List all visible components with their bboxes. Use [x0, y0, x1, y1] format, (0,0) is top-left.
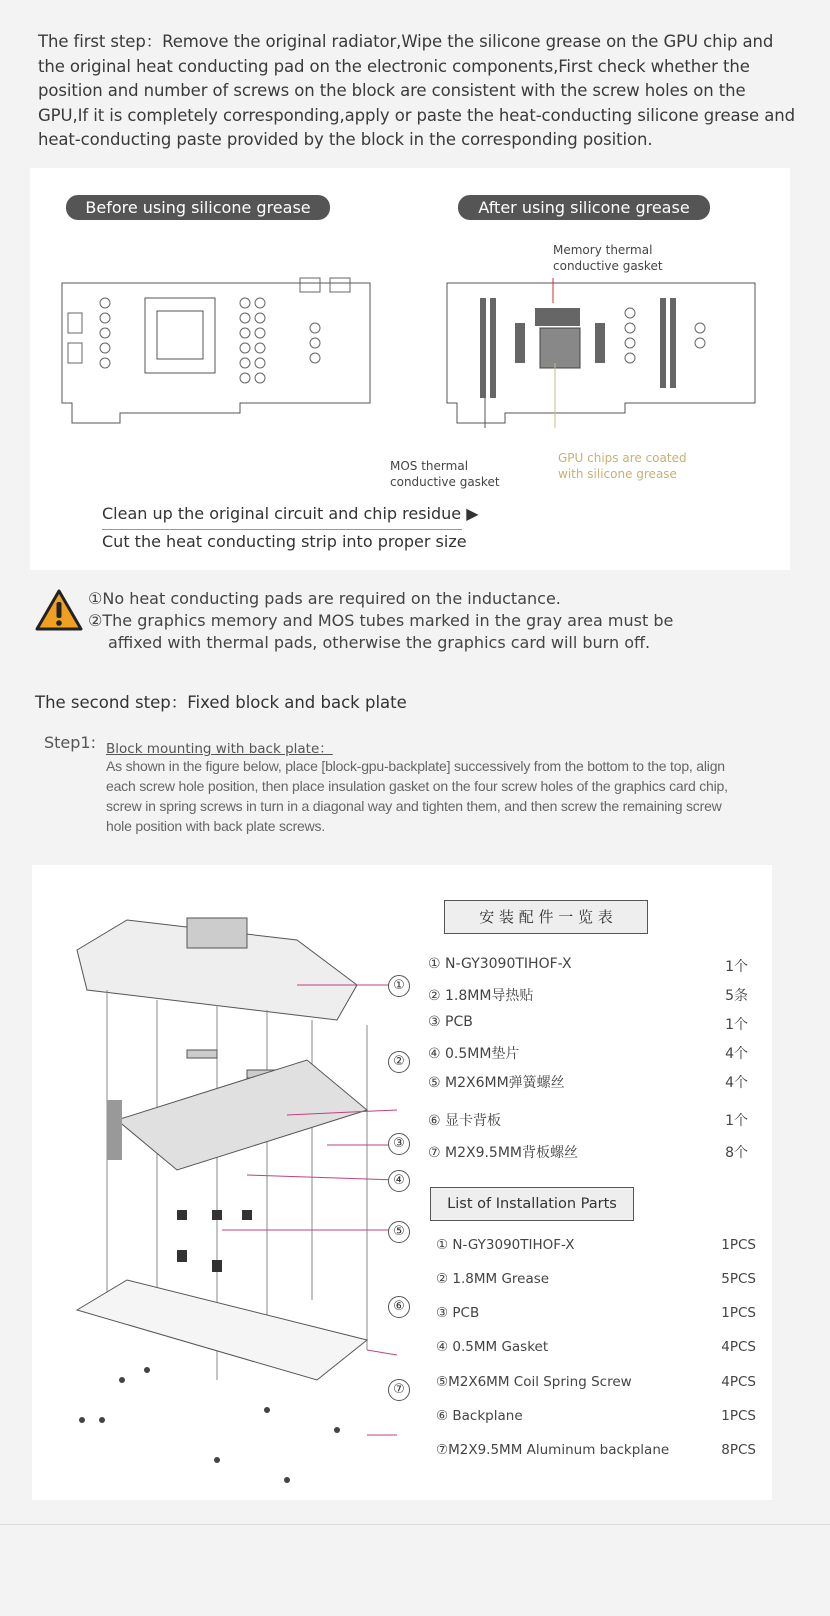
- play-arrow-icon: ▶: [466, 504, 479, 523]
- callout-6: ⑥: [388, 1296, 410, 1318]
- substep-label: Step1:: [44, 733, 96, 752]
- caption-clean-text: Clean up the original circuit and chip residue: [102, 504, 462, 523]
- callout-5: ⑤: [388, 1221, 410, 1243]
- step2-title: The second step：Fixed block and back plate: [35, 693, 407, 712]
- part-name: ② 1.8MM导热贴: [428, 988, 534, 1004]
- memory-gasket-label: Memory thermal conductive gasket: [553, 243, 663, 273]
- list-item: [436, 1408, 756, 1430]
- part-qty: 4PCS: [721, 1374, 756, 1390]
- after-label: After using silicone grease: [458, 195, 710, 220]
- part-qty: 8个: [725, 1145, 748, 1161]
- part-qty: 1PCS: [721, 1408, 756, 1424]
- part-name: ③ PCB: [436, 1305, 480, 1321]
- part-qty: 4个: [725, 1046, 748, 1062]
- warning-line-2: ②The graphics memory and MOS tubes marked in the gray area must be: [88, 611, 674, 630]
- list-item: [428, 1072, 748, 1094]
- part-name: ⑦M2X9.5MM Aluminum backplane: [436, 1442, 670, 1458]
- part-name: ④ 0.5MM Gasket: [436, 1339, 549, 1355]
- part-name: ⑥ Backplane: [436, 1408, 523, 1424]
- list-item: [436, 1237, 756, 1259]
- callout-7: ⑦: [388, 1379, 410, 1401]
- substep-body: As shown in the figure below, place [block-gpu-backplate] successively from the bottom to the top, align each screw hole position, then place insulation gasket on the four screw holes of the graphics card chip, screw in spring screws in turn in a diagonal way and tighten them, and then screw the remaining screw hole position with back plate screws.: [106, 758, 728, 834]
- part-qty: 5PCS: [721, 1271, 756, 1287]
- pcb-after-diagram: [445, 273, 760, 428]
- list-item: [436, 1374, 756, 1396]
- callout-3: ③: [388, 1133, 410, 1155]
- part-qty: 5条: [725, 988, 748, 1004]
- warning-line-1: ①No heat conducting pads are required on the inductance.: [88, 589, 561, 608]
- part-name: ① N-GY3090TIHOF-X: [436, 1237, 575, 1253]
- callout-1: ①: [388, 975, 410, 997]
- list-item: [436, 1305, 756, 1327]
- caption-clean: [102, 504, 479, 523]
- caption-divider: [102, 529, 462, 530]
- list-item: [428, 1110, 748, 1132]
- warning-line-3: affixed with thermal pads, otherwise the graphics card will burn off.: [108, 633, 651, 652]
- part-qty: 8PCS: [721, 1442, 756, 1458]
- part-qty: 1个: [725, 1017, 748, 1033]
- callout-2: ②: [388, 1051, 410, 1073]
- bottom-divider: [0, 1524, 830, 1525]
- part-name: ① N-GY3090TIHOF-X: [428, 956, 572, 972]
- part-qty: 1个: [725, 1113, 748, 1129]
- list-item: [428, 985, 748, 1007]
- part-qty: 1PCS: [721, 1305, 756, 1321]
- pcb-before-diagram: [60, 273, 375, 428]
- warning-icon: [35, 588, 83, 632]
- list-item: [428, 956, 748, 978]
- part-name: ⑤M2X6MM Coil Spring Screw: [436, 1374, 632, 1390]
- parts-en-title: List of Installation Parts: [430, 1187, 634, 1221]
- part-name: ⑦ M2X9.5MM背板螺丝: [428, 1145, 579, 1161]
- part-name: ② 1.8MM Grease: [436, 1271, 550, 1287]
- part-name: ⑥ 显卡背板: [428, 1113, 502, 1129]
- part-qty: 4PCS: [721, 1339, 756, 1355]
- before-label: Before using silicone grease: [66, 195, 330, 220]
- gpu-grease-label: GPU chips are coated with silicone grease: [558, 451, 687, 481]
- grease-figure-panel: [30, 168, 790, 570]
- list-item: [428, 1142, 748, 1164]
- part-name: ③ PCB: [428, 1014, 473, 1030]
- part-qty: 1个: [725, 959, 748, 975]
- mos-gasket-label: MOS thermal conductive gasket: [390, 459, 500, 489]
- part-qty: 4个: [725, 1075, 748, 1091]
- caption-cut: Cut the heat conducting strip into proper size: [102, 532, 467, 551]
- list-item: [428, 1014, 748, 1036]
- list-item: [436, 1442, 756, 1464]
- exploded-assembly-diagram: [67, 910, 422, 1490]
- step1-instructions: The first step：Remove the original radiator,Wipe the silicone grease on the GPU chip and the original heat conducting pad on the electronic components,First check whether the position and number of screws on the block are consistent with the screw holes on the GPU,If it is completely corresponding,apply or paste the heat-conducting silicone grease and heat-conducting paste provided by the block in the corresponding position.: [38, 32, 795, 149]
- callout-4: ④: [388, 1170, 410, 1192]
- list-item: [436, 1339, 756, 1361]
- parts-cn-title: 安 装 配 件 一 览 表: [444, 900, 648, 934]
- part-qty: 1PCS: [721, 1237, 756, 1253]
- substep-title: Block mounting with back plate：: [106, 741, 333, 757]
- part-name: ⑤ M2X6MM弹簧螺丝: [428, 1075, 565, 1091]
- list-item: [428, 1043, 748, 1065]
- list-item: [436, 1271, 756, 1293]
- part-name: ④ 0.5MM垫片: [428, 1046, 520, 1062]
